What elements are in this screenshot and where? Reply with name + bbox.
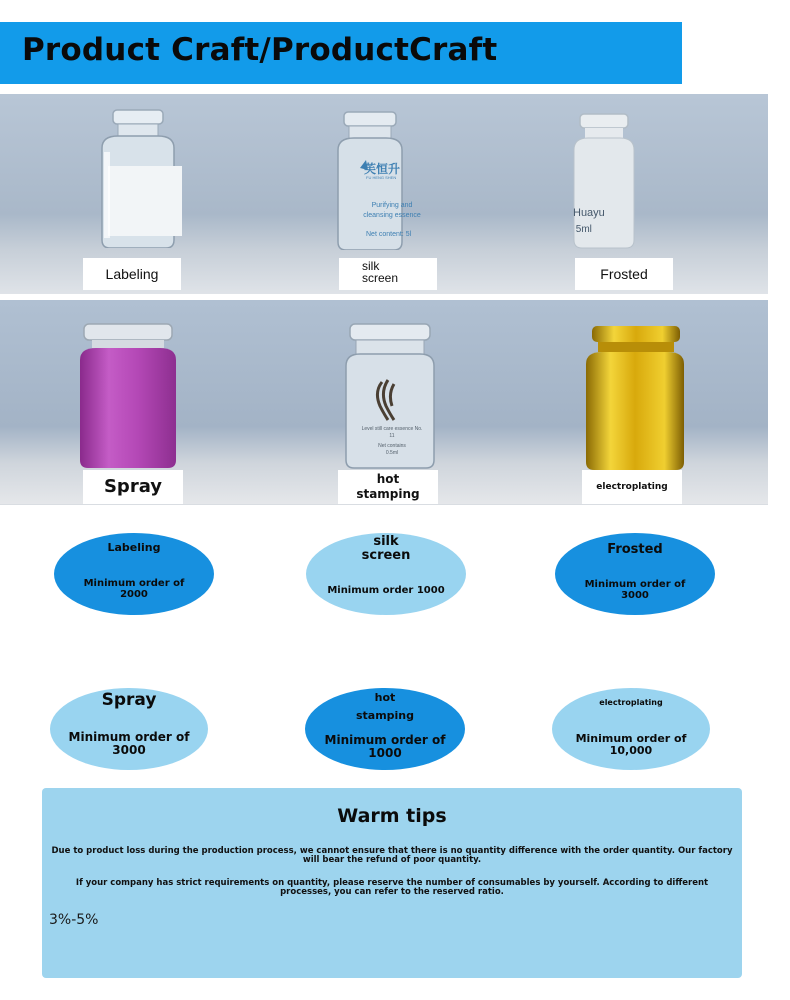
craft-electroplating-name: electroplating	[599, 698, 663, 707]
warm-tips-paragraph-1: Due to product loss during the production process, we cannot ensure that there is no quantity difference with the order quantity. Our factory will bear the refund of poor quantity.	[51, 846, 733, 865]
craft-frosted-order: Minimum order of 3000	[584, 579, 686, 601]
craft-electroplating	[552, 688, 710, 770]
label-stamping-text: stamping	[356, 487, 420, 501]
hot-line3-text: Net contains	[378, 443, 406, 449]
craft-labeling-order: Minimum order of 2000	[83, 578, 185, 600]
silk-line2-text: cleansing essence	[363, 212, 421, 219]
label-silk-text: silk	[362, 259, 380, 273]
craft-labeling	[54, 533, 214, 615]
frosted-bottle-image	[570, 112, 670, 252]
craft-frosted-name: Frosted	[607, 542, 663, 557]
craft-hot-stamping	[305, 688, 465, 770]
warm-tips-paragraph-2: If your company has strict requirements on quantity, please reserve the number of consumables by yourself. According to different processes, you can refer to the reserved ratio.	[75, 878, 709, 897]
label-labeling	[83, 258, 181, 290]
craft-silk-screen	[306, 533, 466, 615]
silk-line3-text: Net content: 5l	[366, 231, 412, 238]
label-spray-text: Spray	[103, 476, 163, 497]
craft-spray-order: Minimum order of 3000	[68, 730, 190, 757]
label-screen-text: screen	[362, 271, 399, 285]
craft-hot-stamping-order: Minimum order of 1000	[324, 733, 446, 760]
craft-electroplating-order: Minimum order of 10,000	[575, 732, 687, 757]
warm-tips-title: Warm tips	[337, 805, 447, 827]
hot-line2-text: 11	[389, 433, 395, 439]
warm-tips-panel	[42, 788, 742, 978]
hot-line4-text: 0.5ml	[385, 450, 399, 456]
page-title: Product Craft/ProductCraft	[22, 32, 498, 68]
label-electroplating	[582, 470, 682, 504]
photo-row-1	[0, 94, 768, 294]
label-frosted-text: Frosted	[600, 266, 648, 282]
spray-bottle-image	[78, 322, 182, 472]
photo-bottom-line	[0, 504, 768, 505]
hot-stamping-bottle-image	[344, 322, 444, 472]
craft-spray-name: Spray	[101, 690, 157, 710]
label-hot-stamping	[338, 470, 438, 504]
label-electroplating-text: electroplating	[596, 482, 668, 492]
craft-silk-screen-order: Minimum order 1000	[327, 585, 445, 596]
silk-line1-text: Purifying and	[371, 202, 413, 209]
hot-line1-text: Level still care essence No.	[361, 426, 423, 432]
craft-spray	[50, 688, 208, 770]
craft-frosted	[555, 533, 715, 615]
label-labeling-text: Labeling	[105, 266, 159, 282]
labeling-bottle-image	[88, 108, 188, 248]
reserved-ratio: 3%-5%	[49, 912, 99, 928]
row-divider	[8, 294, 768, 299]
title-banner	[0, 22, 682, 84]
silk-screen-bottle-image	[336, 110, 436, 250]
frosted-line1-text: Huayu	[573, 207, 605, 219]
craft-hot-stamping-name: hot stamping	[355, 691, 415, 722]
craft-labeling-name: Labeling	[107, 541, 161, 554]
frosted-line2-text: 5ml	[573, 224, 592, 235]
label-hot-text: hot	[376, 472, 400, 486]
silk-brand-text: 芙恒升	[364, 162, 401, 176]
label-spray	[83, 470, 183, 504]
craft-silk-screen-name: silk screen	[361, 534, 411, 563]
label-silk-screen	[339, 258, 437, 290]
photo-row-2	[0, 300, 768, 504]
electroplating-bottle-image	[584, 326, 688, 476]
silk-brand-en-text: FU HENG SHEN	[366, 175, 397, 180]
label-frosted	[575, 258, 673, 290]
